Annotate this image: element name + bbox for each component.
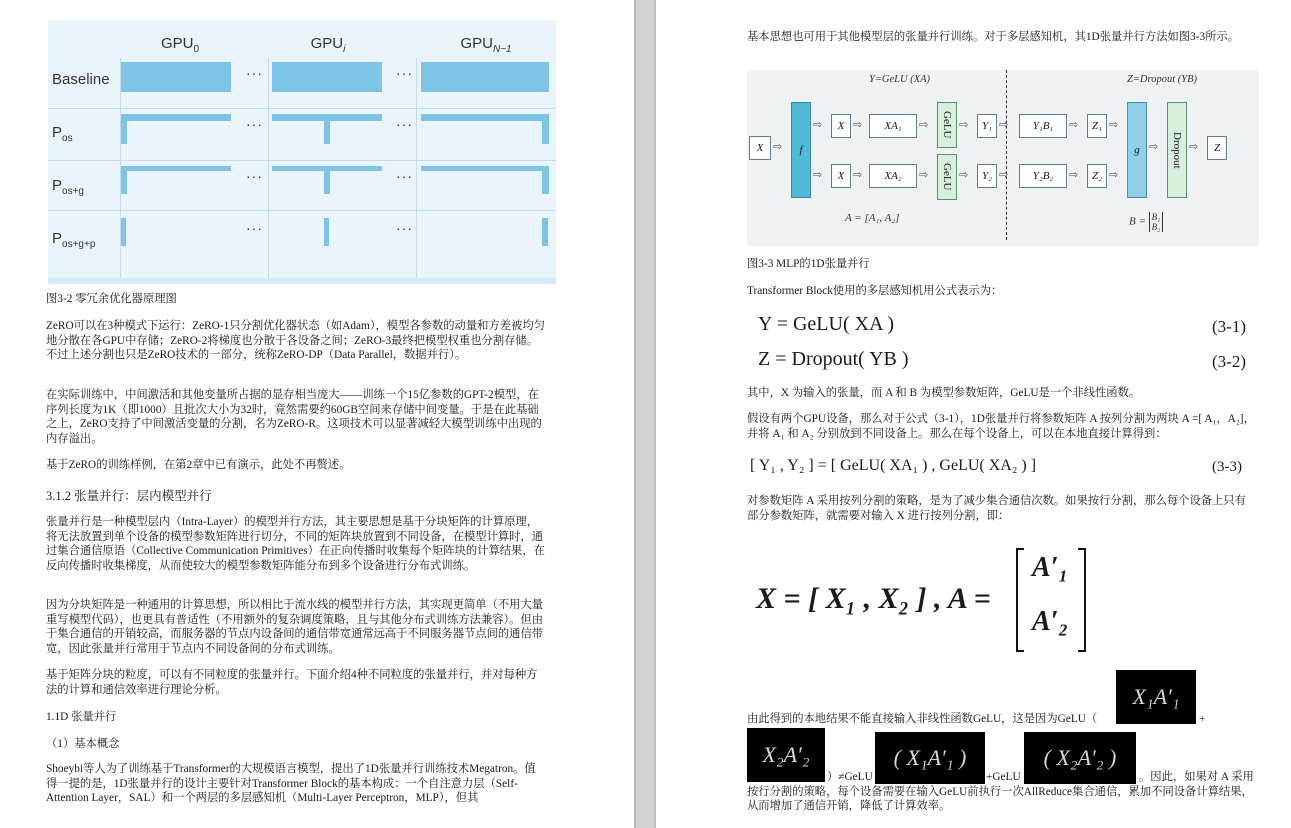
gelu-box-top: GeLU xyxy=(937,102,957,148)
plus-sign: + xyxy=(1199,713,1206,725)
mlp-figure: Y=GeLU (XA) Z=Dropout (YB) X ⇨ f ⇨ ⇨ X X ⇨ ⇨ XA₁ XA₂ ⇨ ⇨ GeLU GeLU ⇨ ⇨ Y₁ Y₂ ⇨ ⇨ Y₁B₁ Y₂B₂ ⇨ ⇨ Z₁ Z₂ ⇨ ⇨ g ⇨ Dropout ⇨ Z A = [A₁, A₂] B = B₁ B₂ xyxy=(747,70,1259,246)
figure-title-right: Z=Dropout (YB) xyxy=(1127,74,1197,85)
ellipsis: ··· xyxy=(396,220,413,236)
paragraph: 基于ZeRO的训练样例，在第2章中已有演示，此处不再赘述。 xyxy=(46,459,351,471)
paragraph: Shoeybi等人为了训练基于Transformer的大规模语言模型，提出了1D张量并行训练技术Megatron。值得一提的是，1D张量并行的设计主要针对Transformer Block的基本构成：一个自注意力层（Self-Attention Layer，SAL）和一个两层的多层感知机（Multi-Layer Perceptron，MLP），但其 xyxy=(46,763,536,805)
figure-title-left: Y=GeLU (XA) xyxy=(869,74,931,85)
formula-image: X₂A′₂ xyxy=(747,728,825,782)
matrix-bracket xyxy=(1016,548,1086,652)
y1-box: Y₁ xyxy=(977,114,997,138)
ellipsis: ··· xyxy=(246,220,263,236)
paragraph: 因为分块矩阵是一种通用的计算思想，所以相比于流水线的模型并行方法，其实现更简单（不用大量重写模型代码），也更具有普适性（不用额外的复杂调度策略，且与其他分布式训练方法兼容）。但由于集合通信的开销较高，而服务器的节点内设备间的通信带宽通常远高于不同服务器节点间的通信带宽，因此张量并行常用于节点内不同设备间的分布式训练。 xyxy=(46,599,544,656)
y2-box: Y₂ xyxy=(977,164,997,188)
paragraph: 对参数矩阵 A 采用按列分割的策略，是为了减少集合通信次数。如果按行分割，那么每个设备上只有部分参数矩阵，就需要对输入 X 进行按列分割，即： xyxy=(747,495,1246,522)
subsubsection-heading: （1）基本概念 xyxy=(46,738,120,750)
z-output-box: Z xyxy=(1207,136,1227,160)
f-operator-box: f xyxy=(791,102,811,198)
section-heading: 3.1.2 张量并行：层内模型并行 xyxy=(46,489,212,503)
dropout-box: Dropout xyxy=(1167,102,1187,198)
x-box-top: X xyxy=(831,114,851,138)
ellipsis: ··· xyxy=(396,65,413,81)
equation-number: (3-3) xyxy=(1212,459,1242,475)
xa1-box: XA₁ xyxy=(869,114,917,138)
ellipsis: ··· xyxy=(246,65,263,81)
row-posg-label: $P_{os+g}$ xyxy=(52,177,84,197)
equation-3-1: Y = GeLU( XA ) xyxy=(758,313,895,335)
gpu-0-label: $GPU_0$ xyxy=(160,35,200,55)
ellipsis: ··· xyxy=(246,116,263,132)
a-definition: A = [A₁, A₂] xyxy=(845,212,900,224)
paragraph: ZeRO可以在3种模式下运行：ZeRO-1只分割优化器状态（如Adam），模型各参数的动量和方差被均匀地分散在各GPU中存储；ZeRO-2将梯度也分散于各设备之间；ZeRO-3最终把模型权重也分割存储。不过上述分割也只是ZeRO技术的一部分，统称ZeRO-DP（Data Parallel，数据并行）。 xyxy=(46,320,545,362)
matrix-entry-1: A′₁ xyxy=(1032,552,1069,583)
paragraph: 张量并行是一种模型层内（Intra-Layer）的模型并行方法，其主要思想是基于分块矩阵的计算原理，将无法放置到单个设备的模型参数矩阵进行切分，不同的矩阵块放置到不同设备，在模型计算时，通过集合通信原语（Collective Communication Primitives）在正向传播时收集每个矩阵块的计算结果，在反向传播时收集梯度，从而使较大的模型参数矩阵能分布到多个设备进行分布式训练。 xyxy=(46,516,545,573)
paragraph: 。因此，如果对 A 采用按行分割的策略，每个设备需要在输入GeLU前执行一次AllReduce集合通信，累加不同设备计算结果，从而增加了通信开销，降低了计算效率。 xyxy=(747,771,1254,813)
equation-split: X = [ X₁ , X₂ ] , A = xyxy=(756,582,991,615)
paragraph: 基于矩阵分块的粒度，可以有不同粒度的张量并行。下面介绍4种不同粒度的张量并行，并对每种方法的计算和通信效率进行理论分析。 xyxy=(46,669,538,696)
baseline-block-i xyxy=(272,62,382,92)
inline-text: +GeLU xyxy=(986,771,1021,783)
figure-caption: 图3-2 零冗余优化器原理图 xyxy=(46,293,177,305)
paragraph: 由此得到的本地结果不能直接输入非线性函数GeLU，这是因为GeLU（ xyxy=(747,713,1098,725)
paragraph: 基本思想也可用于其他模型层的张量并行训练。对于多层感知机，其1D张量并行方法如图3-3所示。 xyxy=(747,31,1240,43)
paragraph: 假设有两个GPU设备，那么对于公式（3-1），1D张量并行将参数矩阵 A 按列分割为两块 A =[ A₁，A₂]，并将 A₁ 和 A₂ 分别放到不同设备上。那么在每个设备上，可以在本地直接计算得到： xyxy=(747,413,1255,440)
yb1-box: Y₁B₁ xyxy=(1019,114,1067,138)
ellipsis: ··· xyxy=(396,116,413,132)
row-posgp-label: $P_{os+g+p}$ xyxy=(52,230,96,250)
gelu-box-bottom: GeLU xyxy=(937,154,957,200)
x-box-bottom: X xyxy=(831,164,851,188)
page-gutter xyxy=(634,0,656,828)
subsection-heading: 1.1D 张量并行 xyxy=(46,711,117,723)
left-page xyxy=(0,0,634,828)
row-baseline-label: Baseline xyxy=(52,71,110,88)
x-input-box: X xyxy=(749,136,771,160)
gpu-i-label: $GPU_i$ xyxy=(310,35,346,55)
gpu-n-label: $GPU_{N-1}$ xyxy=(460,35,512,55)
formula-image: ( X₂A′₂ ) xyxy=(1024,732,1136,784)
paragraph: 在实际训练中，中间激活和其他变量所占据的显存相当庞大——训练一个15亿参数的GPT-2模型，在序列长度为1K（即1000）且批次大小为32时，竟然需要约60GB空间来存储中间变量。于是在此基础之上，ZeRO支持了中间激活变量的分割，名为ZeRO-R。这项技术可以显著减轻大模型训练中出现的内存溢出。 xyxy=(46,389,542,446)
equation-number: (3-1) xyxy=(1212,317,1246,336)
zero-figure xyxy=(48,20,556,284)
paragraph: Transformer Block使用的多层感知机用公式表示为： xyxy=(747,285,1003,297)
yb2-box: Y₂B₂ xyxy=(1019,164,1067,188)
z2-box: Z₂ xyxy=(1087,164,1107,188)
b-definition: B = B₁ B₂ xyxy=(1129,212,1163,232)
formula-image: X₁A′₁ xyxy=(1116,670,1196,724)
paragraph: 其中，X 为输入的张量，而 A 和 B 为模型参数矩阵，GeLU是一个非线性函数。 xyxy=(747,387,1141,399)
row-pos-label: $P_{os}$ xyxy=(52,124,73,144)
baseline-block-0 xyxy=(121,62,231,92)
right-page xyxy=(656,0,1291,828)
ellipsis: ··· xyxy=(396,168,413,184)
equation-3-3: [ Y₁ , Y₂ ] = [ GeLU( XA₁ ) , GeLU( XA₂ ) ] xyxy=(750,457,1037,474)
ellipsis: ··· xyxy=(246,168,263,184)
equation-number: (3-2) xyxy=(1212,352,1246,371)
formula-image: ( X₁A′₁ ) xyxy=(875,732,985,784)
matrix-entry-2: A′₂ xyxy=(1032,606,1069,637)
figure-caption: 图3-3 MLP的1D张量并行 xyxy=(747,258,870,270)
equation-3-2: Z = Dropout( YB ) xyxy=(758,348,909,370)
g-operator-box: g xyxy=(1127,102,1147,198)
xa2-box: XA₂ xyxy=(869,164,917,188)
inline-text: ）≠GeLU xyxy=(827,771,873,783)
divider-line xyxy=(1006,70,1007,240)
baseline-block-n xyxy=(421,62,549,92)
z1-box: Z₁ xyxy=(1087,114,1107,138)
